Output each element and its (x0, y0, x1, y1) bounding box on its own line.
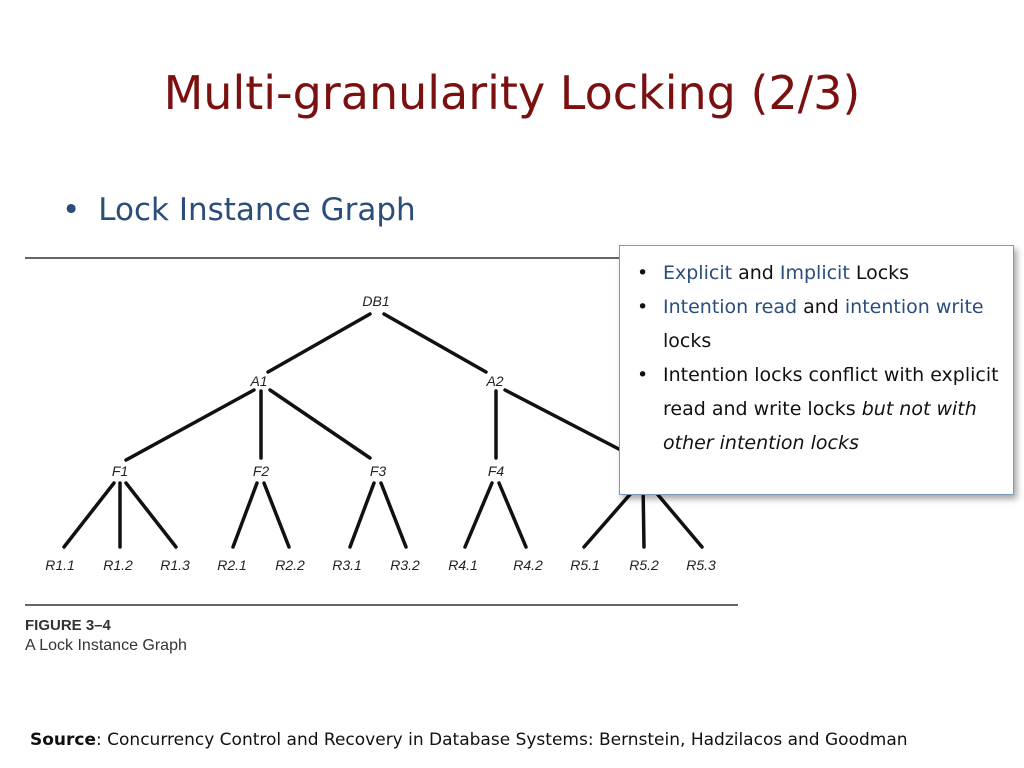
callout-term-implicit: Implicit (779, 262, 850, 284)
callout-term-intention-write: intention write (844, 296, 984, 318)
graph-edges (64, 314, 702, 547)
node-f4: F4 (487, 463, 505, 479)
node-r5-3: R5.3 (686, 557, 716, 573)
figure-label: FIGURE 3–4 (25, 617, 111, 634)
callout-text: Locks (849, 262, 910, 284)
edge-f1-r13 (126, 483, 176, 547)
callout-term-intention-read: Intention read (663, 296, 798, 318)
node-r1-3: R1.3 (160, 557, 190, 573)
callout-item-conflict (632, 358, 1001, 460)
callout-text: locks (663, 330, 712, 352)
node-r2-1: R2.1 (217, 557, 247, 573)
node-f2: F2 (252, 463, 270, 479)
callout-item-intention (632, 290, 1001, 358)
edge-f3-r31 (350, 483, 374, 547)
callout-list (632, 256, 1001, 460)
callout-item-explicit-implicit (632, 256, 1001, 290)
node-db1: DB1 (362, 293, 390, 309)
edge-db1-a2 (384, 314, 486, 372)
node-r1-1: R1.1 (45, 557, 75, 573)
figure-name: A Lock Instance Graph (25, 637, 187, 654)
source-citation (30, 730, 908, 750)
callout-text: and (732, 262, 780, 284)
callout-text: and (797, 296, 845, 318)
edge-f3-r32 (381, 483, 406, 547)
node-r5-1: R5.1 (570, 557, 600, 573)
edge-f1-r11 (64, 483, 114, 547)
node-a2: A2 (486, 373, 504, 389)
node-f3: F3 (369, 463, 387, 479)
node-f1: F1 (111, 463, 129, 479)
edge-a1-f1 (126, 390, 254, 460)
node-r4-2: R4.2 (513, 557, 543, 573)
callout-box (619, 245, 1014, 495)
node-r5-2: R5.2 (629, 557, 659, 573)
figure-caption (25, 617, 187, 655)
edge-db1-a1 (268, 314, 370, 372)
source-label: Source (30, 730, 97, 750)
node-r1-2: R1.2 (103, 557, 133, 573)
node-r3-2: R3.2 (390, 557, 420, 573)
bullet-dot: • (62, 192, 81, 228)
node-r2-2: R2.2 (275, 557, 305, 573)
edge-a1-f3 (270, 390, 370, 458)
edge-f4-r41 (465, 483, 492, 547)
edge-f4-r42 (499, 483, 526, 547)
edge-f2-r22 (264, 483, 289, 547)
callout-emphasis: but not with other intention locks (663, 398, 977, 454)
node-a1: A1 (250, 373, 268, 389)
slide-title: Multi-granularity Locking (2/3) (163, 66, 861, 120)
source-text: : Concurrency Control and Recovery in Database Systems: Bernstein, Hadzilacos and Goodman (96, 730, 908, 750)
callout-text: Intention locks conflict with explicit read and write locks (663, 364, 999, 420)
edge-f2-r21 (233, 483, 257, 547)
node-r3-1: R3.1 (332, 557, 362, 573)
callout-term-explicit: Explicit (663, 262, 733, 284)
main-bullet-text: Lock Instance Graph (98, 192, 416, 228)
node-r4-1: R4.1 (448, 557, 478, 573)
